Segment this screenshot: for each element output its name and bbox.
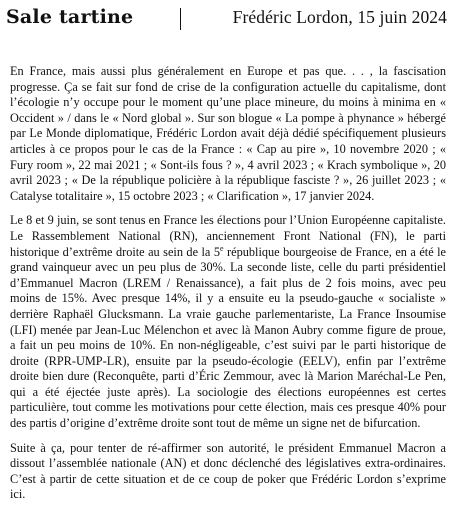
paragraph-elections-part2: république bourgeoise de France, en a été le grand vainqueur avec un peu plus de 30%. La seconde liste, celle du parti présidentiel d’Emmanuel Macron (LREM / Renaissance), a fait plus de 2 fois moins, avec peu moins de 15%. Avec presque 14%, il y a ensuite eu la pseudo-gauche « socialiste » derrière Raphaël Glucksmann. La vraie gauche parlementariste, La France Insoumise (LFI) menée par Jean-Luc Mélenchon et avec là Manon Aubry comme figure de proue, a fait un peu moins de 10%. En non-négligeable, c’est suivi par le parti historique de droite (RPR-UMP-LR), ensuite par la pseudo-écologie (EELV), enfin par l’extrême droite bien dure (Reconquête, parti d’Éric Zemmour, avec là Marion Maréchal-Le Pen, qui a été éjectée juste après). La sociologie des élections européennes est certes particulière, tout comme les motivations pour cette élection, mais ces presque 40% pour des partis d’origine d’extrême droite sont tout de même un signe net de bifurcation. (10, 244, 446, 431)
header-separator (180, 8, 181, 30)
paragraph-intro: En France, mais aussi plus généralement en Europe et pas que. . . , la fascisation progresse. Ça se fait sur fond de crise de la configuration actuelle du capitalisme, dont l’écologie n’y occupe pour le moment qu’une place mineure, du moins à minima en « Occident » / dans le « Nord global ». Sur son blogue « La pompe à phynance » hébergé par Le Monde diplomatique, Frédéric Lordon avait déjà dédié spécifiquement plusieurs articles à ce propos pour le cas de la France : « Cap au pire », 10 novembre 2020 ; « Fury room », 22 mai 2021 ; « Sont-ils fous ? », 4 avril 2023 ; « Krach symbolique », 20 avril 2023 ; « De la république policière à la république fasciste ? », 26 juillet 2023 ; « Catalyse totalitaire », 15 octobre 2023 ; « Clarification », 17 janvier 2024. (10, 64, 446, 203)
paragraph-dissolution: Suite à ça, pour tenter de ré-affirmer son autorité, le président Emmanuel Macron a dissout l’assemblée nationale (AN) et donc déclenché des législatives extra-ordinaires. C’est à partir de cette situation et de ce coup de poker que Frédéric Lordon s’exprime ici. (10, 440, 446, 502)
document-title: Sale tartine (6, 6, 134, 28)
document-header (6, 6, 447, 36)
document-page (6, 6, 447, 502)
paragraph-elections (10, 213, 446, 431)
ordinal-superscript: e (220, 243, 224, 253)
document-body (10, 64, 446, 512)
document-byline: Frédéric Lordon, 15 juin 2024 (232, 7, 447, 27)
paragraph-elections-part1: Le 8 et 9 juin, se sont tenus en France les élections pour l’Union Européenne capitaliste. Le Rassemblement National (RN), anciennement Front National (FN), le parti historique d’extrême droite au sein de la 5 (10, 213, 446, 259)
